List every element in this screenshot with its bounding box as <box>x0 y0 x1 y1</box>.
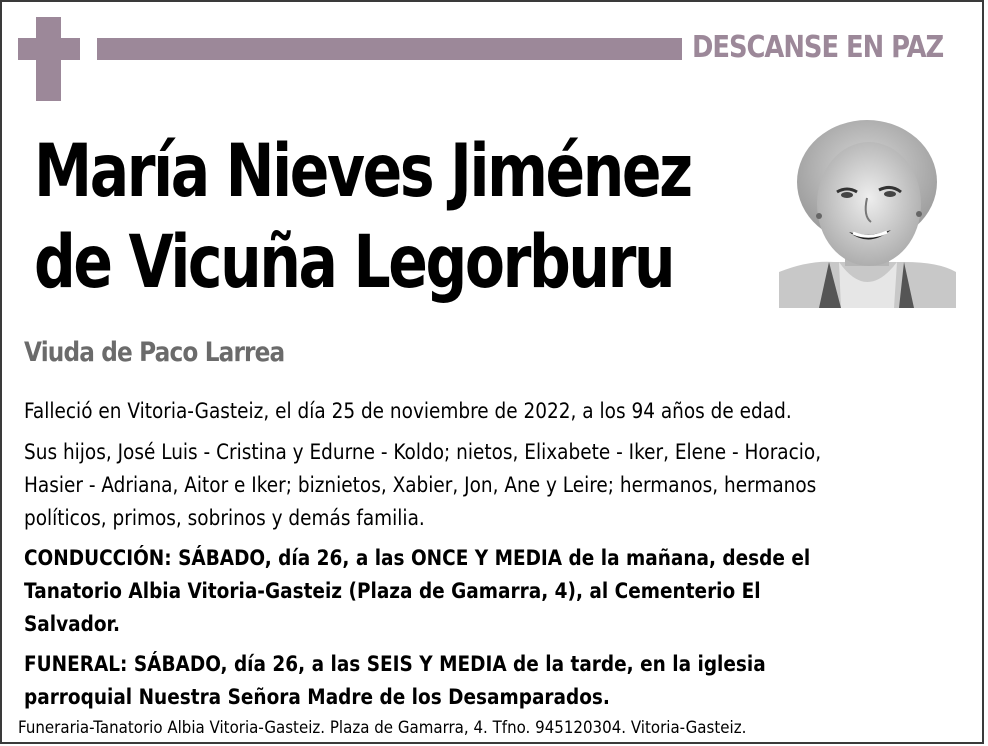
cross-horizontal-bar <box>18 38 80 60</box>
portrait-icon <box>779 112 956 308</box>
family-paragraph <box>24 436 957 535</box>
portrait-photo <box>779 112 956 308</box>
funeral-home-footer: Funeraria-Tanatorio Albia Vitoria-Gasteiz. Plaza de Gamarra, 4. Tfno. 945120304. Vitoria-Gasteiz. <box>18 718 747 738</box>
funeral-paragraph <box>24 648 957 714</box>
text-line: políticos, primos, sobrinos y demás familia. <box>24 506 425 530</box>
name-line-1: María Nieves Jiménez <box>34 129 691 214</box>
rest-in-peace-heading: DESCANSE EN PAZ <box>692 30 944 65</box>
text-line: Tanatorio Albia Vitoria-Gasteiz (Plaza de Gamarra, 4), al Cementerio El <box>24 579 761 603</box>
procession-paragraph <box>24 542 957 641</box>
text-line: Hasier - Adriana, Aitor e Iker; biznietos, Xabier, Jon, Ane y Leire; hermanos, hermanos <box>24 473 817 497</box>
text-line: parroquial Nuestra Señora Madre de los Desamparados. <box>24 685 610 709</box>
text-line: Falleció en Vitoria-Gasteiz, el día 25 de noviembre de 2022, a los 94 años de edad. <box>24 399 792 423</box>
deceased-name <box>34 126 691 308</box>
text-line: Sus hijos, José Luis - Cristina y Edurne - Koldo; nietos, Elixabete - Iker, Elene - Horacio, <box>24 440 822 464</box>
header-band <box>97 38 682 60</box>
text-line: CONDUCCIÓN: SÁBADO, día 26, a las ONCE Y MEDIA de la mañana, desde el <box>24 546 811 570</box>
name-line-2: de Vicuña Legorburu <box>34 220 674 305</box>
text-line: FUNERAL: SÁBADO, día 26, a las SEIS Y MEDIA de la tarde, en la iglesia <box>24 652 766 676</box>
death-announcement-paragraph <box>24 395 957 428</box>
widow-of-subtitle: Viuda de Paco Larrea <box>24 337 285 368</box>
text-line: Salvador. <box>24 612 121 636</box>
